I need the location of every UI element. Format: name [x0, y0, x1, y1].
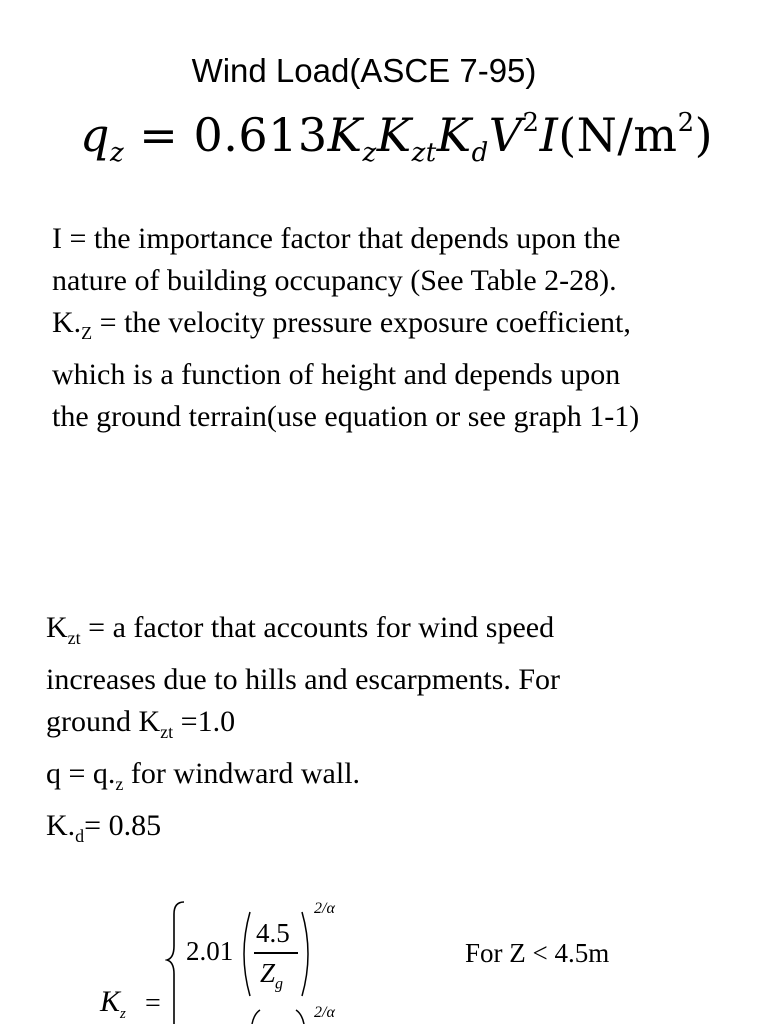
eq-left-paren-icon — [236, 910, 252, 998]
definition-kz-cont-1: which is a function of height and depends upon — [52, 358, 621, 391]
eq-denominator — [260, 958, 283, 993]
slide-title: Wind Load(ASCE 7-95) — [191, 52, 537, 89]
formula-k3: K — [436, 108, 472, 162]
formula-k2: K — [376, 108, 412, 162]
wind-pressure-formula — [80, 108, 713, 168]
eq-exponent-2: 2/α — [314, 1004, 335, 1021]
eq-denominator-z: Z — [260, 958, 276, 988]
definition-kzt-ground — [46, 701, 746, 753]
eq-coefficient: 2.01 — [186, 936, 234, 966]
q-windward-pre: q = q. — [46, 757, 116, 790]
definition-kz — [52, 302, 752, 354]
formula-v: V — [488, 108, 523, 162]
definition-kd — [46, 805, 746, 857]
formula-k2-sub: zt — [411, 138, 437, 169]
definition-kzt — [46, 607, 746, 659]
kz-symbol-sub: Z — [81, 323, 93, 343]
eq-condition: For Z < 4.5m — [465, 938, 610, 968]
formula-units-sup: 2 — [677, 107, 695, 138]
eq-lhs — [100, 985, 126, 1023]
kzt-symbol-sub: zt — [67, 628, 81, 648]
formula-k3-sub: d — [471, 138, 489, 169]
formula-k1-sub: z — [362, 138, 377, 169]
definition-importance-factor: I = the importance factor that depends upon the — [52, 222, 621, 255]
definition-kz-cont-2: the ground terrain(use equation or see graph 1-1) — [52, 400, 640, 433]
q-windward-sub: z — [115, 774, 124, 794]
kz-description: = the velocity pressure exposure coefficient, — [92, 306, 631, 339]
formula-i: I — [539, 108, 559, 162]
formula-k1: K — [327, 108, 363, 162]
definitions-block-1 — [52, 218, 752, 438]
definition-importance-factor-cont: nature of building occupancy (See Table 2-28). — [52, 264, 617, 297]
eq-denominator-sub: g — [275, 975, 284, 993]
kz-piecewise-equation — [0, 890, 768, 1024]
kzt-ground-value: =1.0 — [173, 705, 236, 738]
formula-close: ) — [694, 108, 714, 162]
eq-numerator: 4.5 — [256, 918, 290, 948]
formula-q: q — [80, 108, 110, 162]
kz-symbol: K. — [52, 306, 82, 339]
kzt-symbol: K — [46, 611, 68, 644]
definition-kzt-cont: increases due to hills and escarpments. For — [46, 663, 561, 696]
eq-fraction-bar — [254, 952, 298, 954]
kzt-ground-sub: zt — [160, 722, 174, 742]
eq-brace-icon — [165, 900, 187, 1024]
kd-symbol-sub: d — [75, 826, 85, 846]
formula-units: (N/m — [558, 108, 678, 162]
eq-exponent: 2/α — [314, 900, 335, 917]
q-windward-post: for windward wall. — [123, 757, 361, 790]
kd-value: = 0.85 — [84, 809, 162, 842]
definition-q-windward — [46, 753, 746, 805]
definitions-block-2 — [46, 607, 746, 857]
formula-v-sup: 2 — [522, 107, 540, 138]
kd-symbol: K. — [46, 809, 76, 842]
kzt-ground-pre: ground K — [46, 705, 161, 738]
eq-lhs-k: K — [100, 985, 121, 1018]
eq-second-case-parens-icon — [238, 1008, 318, 1024]
kzt-description: = a factor that accounts for wind speed — [80, 611, 555, 644]
eq-lhs-sub: z — [120, 1006, 126, 1022]
eq-right-paren-icon — [300, 910, 316, 998]
formula-coefficient: = 0.613 — [124, 108, 328, 162]
formula-q-sub: z — [109, 138, 125, 169]
eq-equals: = — [145, 988, 161, 1019]
